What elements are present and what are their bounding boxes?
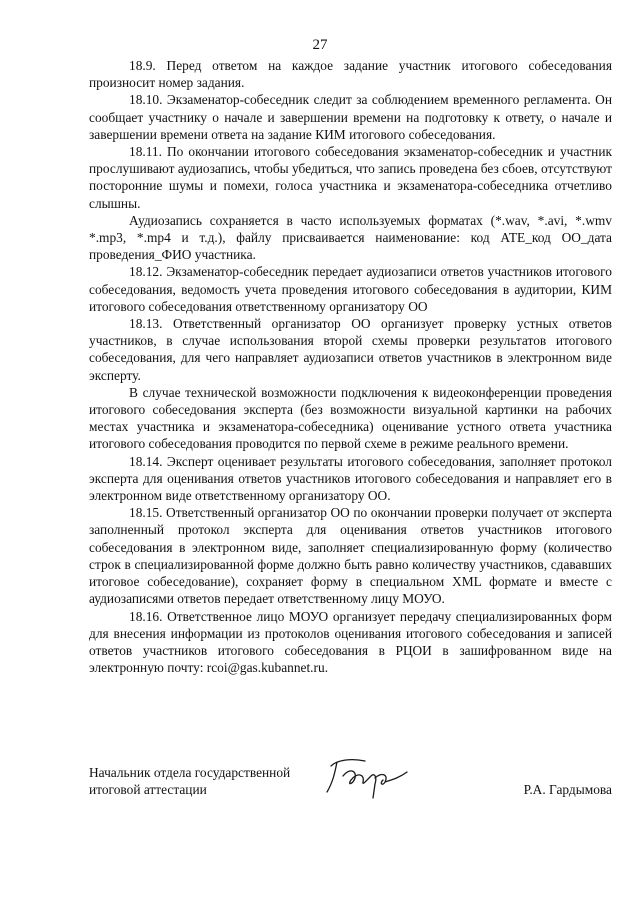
paragraph-18-12: 18.12. Экзаменатор-собеседник передает аудиозаписи ответов участников итогового собеседования, ведомость учета проведения итогового собеседования в аудитории, КИМ итогового собеседования ответственному организатору ОО <box>89 264 612 314</box>
document-body <box>89 57 612 676</box>
handwritten-signature <box>321 752 411 802</box>
signatory-position-line-1: Начальник отдела государственной <box>89 765 291 780</box>
paragraph-18-9: 18.9. Перед ответом на каждое задание участник итогового собеседования произносит номер задания. <box>89 58 612 91</box>
paragraph-18-14: 18.14. Эксперт оценивает результаты итогового собеседования, заполняет протокол эксперта для оценивания ответов участников итогового собеседования и направляет его в электронном виде ответственному организатору ОО. <box>89 453 612 504</box>
signatory-name: Р.А. Гардымова <box>523 782 612 797</box>
paragraph-18-11: 18.11. По окончании итогового собеседования экзаменатор-собеседник и участник прослушивают аудиозапись, чтобы убедиться, что запись проведена без сбоев, отсутствуют посторонние шумы и помехи, голоса участника и экзаменатора-собеседника отчетливо слышны. <box>89 144 612 211</box>
paragraph-audio-format: Аудиозапись сохраняется в часто используемых форматах (*.wav, *.avi, *.wmv *.mp3, *.mp4 и т.д.), файлу присваивается наименование: код АТЕ_код ОО_дата проведения_ФИО участника. <box>89 212 612 263</box>
signature-block <box>89 764 612 824</box>
signatory-position <box>89 764 329 798</box>
paragraph-18-10: 18.10. Экзаменатор-собеседник следит за соблюдением временного регламента. Он сообщает участнику о начале и завершении времени на подготовку к ответу, о начале и завершении времени ответа на задание КИМ итогового собеседования. <box>89 92 612 142</box>
paragraph-18-16: 18.16. Ответственное лицо МОУО организует передачу специализированных форм для внесения информации из протоколов оценивания итогового собеседования и записей ответов участников итогового собеседования в РЦОИ в зашифрованном виде на электронную почту: rcoi@gas.kubannet.ru. <box>89 608 612 676</box>
signatory-position-line-2: итоговой аттестации <box>89 782 207 798</box>
paragraph-18-13: 18.13. Ответственный организатор ОО организует проверку устных ответов участников, в случае использования второй схемы проверки результатов итогового собеседования, для чего направляет аудиозаписи ответов участников в электронном виде эксперту. <box>89 316 612 383</box>
page-number: 27 <box>312 37 328 53</box>
paragraph-videoconference: В случае технической возможности подключения к видеоконференции проведения итогового собеседования эксперта (без возможности визуальной картинки на рабочих местах участника и экзаменатора-собеседника) оценивание устного ответа участника итогового собеседования проводится по первой схеме в режиме реального времени. <box>89 384 612 452</box>
paragraph-18-15: 18.15. Ответственный организатор ОО по окончании проверки получает от эксперта заполненный протокол эксперта для оценивания ответов участников итогового собеседования в электронном виде, заполняет специализированную форму (количество строк в специализированной форме должно быть равно количеству участников, сдававших итоговое собеседование), сохраняет форму в специальном XML формате и вместе с аудиозаписями ответов передает ответственному лицу МОУО. <box>89 505 612 607</box>
